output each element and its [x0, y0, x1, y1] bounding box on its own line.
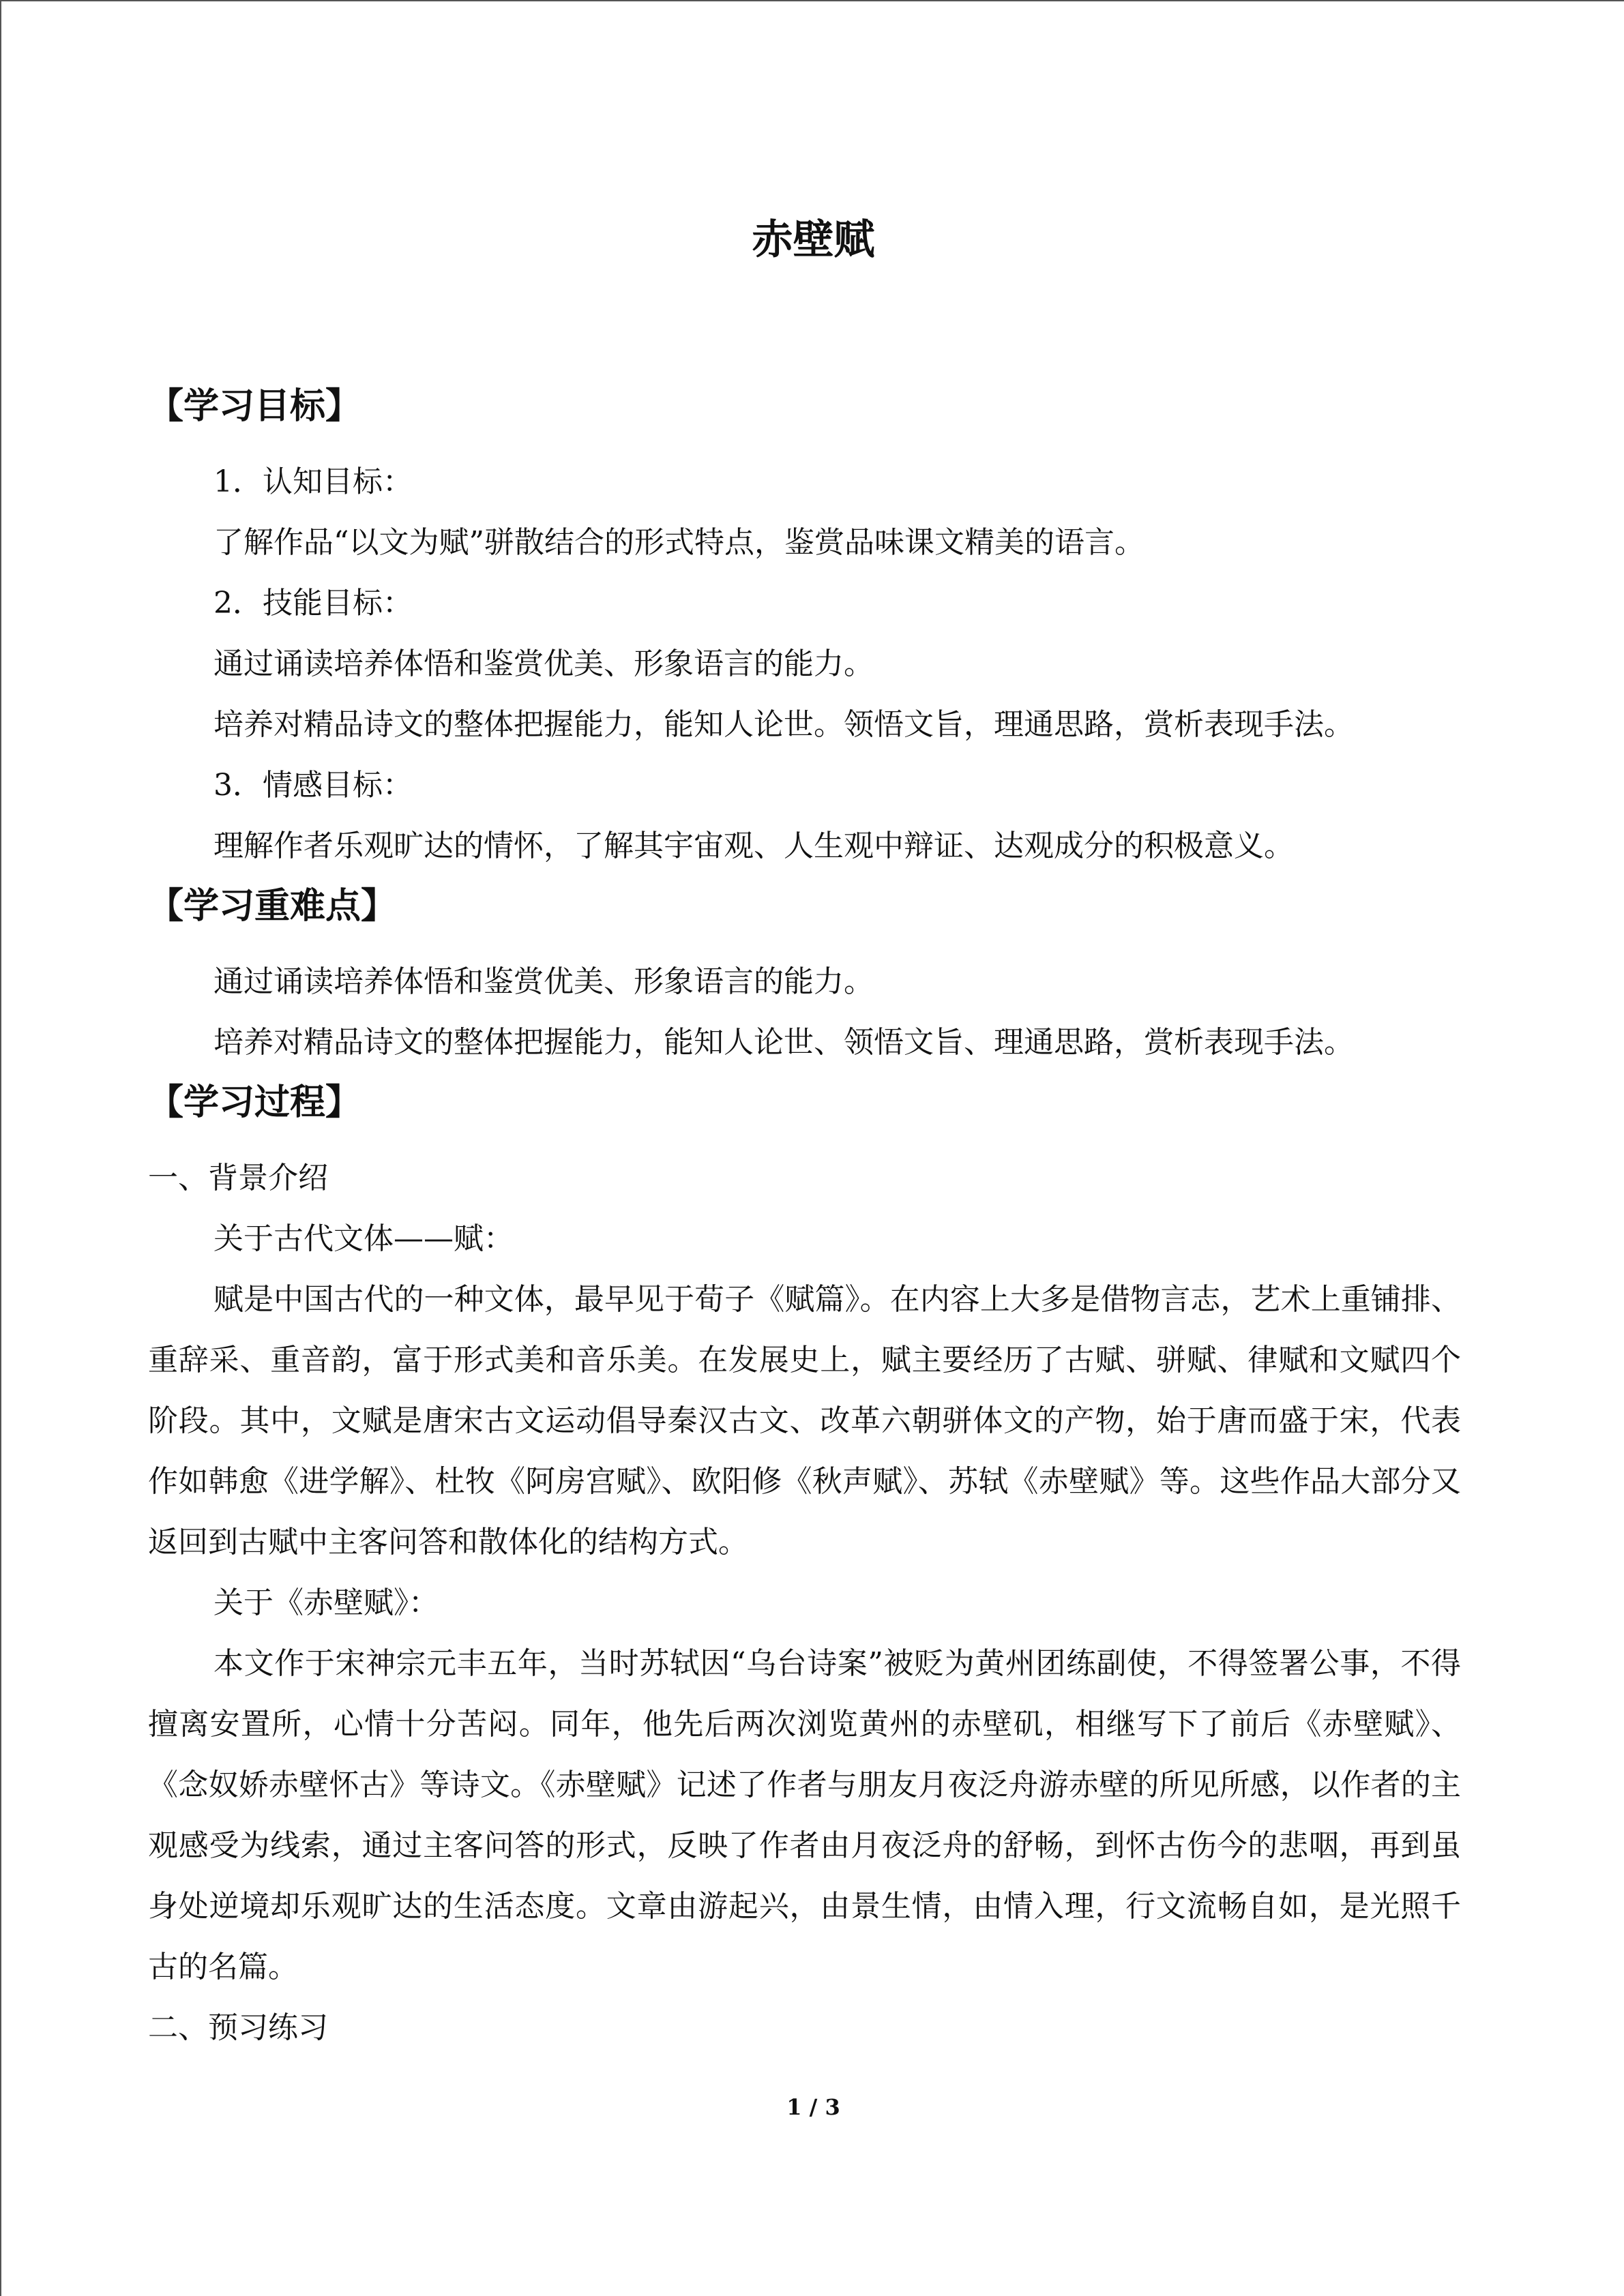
- page-number: 1 / 3: [786, 2094, 840, 2120]
- key-point-line: 通过诵读培养体悟和鉴赏优美、形象语言的能力。: [213, 964, 874, 999]
- about-text-paragraph: 本文作于宋神宗元丰五年，当时苏轼因“乌台诗案”被贬为黄州团练副使，不得签署公事，不得擅离安置所，心情十分苦闷。同年，他先后两次浏览黄州的赤壁矶，相继写下了前后《赤壁赋》、《念奴娇赤壁怀古》等诗文。《赤壁赋》记述了作者与朋友月夜泛舟游赤壁的所见所感，以作者的主观感受为线索，通过主客问答的形式，反映了作者由月夜泛舟的舒畅，到怀古伤今的悲咽，再到虽身处逆境却乐观旷达的生活态度。文章由游起兴，由景生情，由情入理，行文流畅自如，是光照千古的名篇。: [148, 1646, 1461, 1984]
- goal-line: 2．技能目标：: [213, 586, 413, 621]
- about-fu-paragraph: 赋是中国古代的一种文体，最早见于荀子《赋篇》。在内容上大多是借物言志，艺术上重铺排、重辞采、重音韵，富于形式美和音乐美。在发展史上，赋主要经历了古赋、骈赋、律赋和文赋四个阶段。其中，文赋是唐宋古文运动倡导秦汉古文、改革六朝骈体文的产物，始于唐而盛于宋，代表作如韩愈《进学解》、杜牧《阿房宫赋》、欧阳修《秋声赋》、苏轼《赤壁赋》等。这些作品大部分又返回到古赋中主客问答和散体化的结构方式。: [148, 1282, 1461, 1560]
- goal-line: 理解作者乐观旷达的情怀，了解其宇宙观、人生观中辩证、达观成分的积极意义。: [213, 829, 1294, 863]
- goal-line: 通过诵读培养体悟和鉴赏优美、形象语言的能力。: [213, 646, 874, 681]
- section-heading-process: 【学习过程】: [148, 1082, 361, 1123]
- document-body: [148, 376, 1461, 2058]
- part1-title: 一、背景介绍: [148, 1161, 328, 1195]
- goal-line: 3．情感目标：: [213, 768, 413, 803]
- document-title: 赤壁赋: [752, 216, 875, 264]
- about-text-label: 关于《赤壁赋》：: [213, 1585, 439, 1620]
- goal-line: 1．认知目标：: [213, 464, 413, 499]
- about-fu-label: 关于古代文体——赋：: [213, 1221, 514, 1256]
- section-heading-goals: 【学习目标】: [148, 386, 361, 427]
- key-point-line: 培养对精品诗文的整体把握能力，能知人论世、领悟文旨、理通思路，赏析表现手法。: [213, 1025, 1354, 1060]
- goal-line: 培养对精品诗文的整体把握能力，能知人论世。领悟文旨，理通思路，赏析表现手法。: [213, 707, 1354, 742]
- part2-title: 二、预习练习: [148, 2010, 328, 2045]
- goal-line: 了解作品“以文为赋”骈散结合的形式特点，鉴赏品味课文精美的语言。: [213, 525, 1145, 560]
- section-heading-key-points: 【学习重难点】: [148, 886, 397, 927]
